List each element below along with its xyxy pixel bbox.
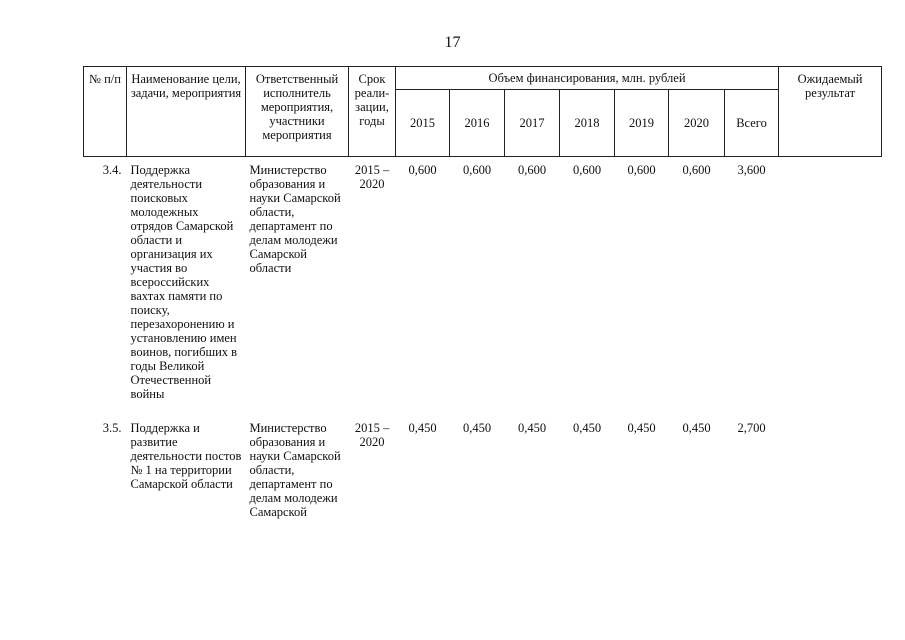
header-year-2018: 2018 (560, 90, 615, 157)
table-row (84, 157, 882, 416)
row-value-2015: 0,600 (408, 163, 437, 177)
header-year-2019: 2019 (615, 90, 669, 157)
row-value-2016: 0,450 (462, 421, 492, 435)
header-total: Всего (725, 90, 779, 157)
header-year-2015: 2015 (396, 90, 450, 157)
header-term: Срок реали-зации, годы (349, 67, 396, 157)
row-name: Поддержка и развитие деятельности постов № 1 на территории Самарской области (130, 421, 242, 491)
funding-table (83, 66, 882, 533)
row-value-2018: 0,600 (572, 163, 602, 177)
row-term: 2015 – 2020 (354, 421, 390, 449)
row-value-2020: 0,600 (682, 163, 711, 177)
row-value-2020: 0,450 (682, 421, 711, 435)
row-responsible: Министерство образования и науки Самарской области, департамент по делам молодежи Самарской (249, 421, 341, 519)
row-term: 2015 – 2020 (354, 163, 390, 191)
header-year-2020: 2020 (669, 90, 725, 157)
row-value-total: 2,700 (737, 421, 766, 435)
row-value-total: 3,600 (737, 163, 766, 177)
row-value-2019: 0,600 (627, 163, 656, 177)
row-result (779, 157, 882, 416)
table-row (84, 415, 882, 533)
row-value-2015: 0,450 (408, 421, 437, 435)
row-value-2018: 0,450 (572, 421, 602, 435)
row-responsible: Министерство образования и науки Самарской области, департамент по делам молодежи Самарской области (249, 163, 341, 275)
row-number: 3.4. (102, 163, 122, 177)
header-result: Ожидаемый результат (779, 67, 882, 157)
row-name: Поддержка деятельности поисковых молодежных отрядов Самарской области и организация их участия во всероссийских вахтах памяти по поиску, перезахоронению и установлению имен воинов, погибших в годы Великой Отечественной войны (130, 163, 238, 401)
header-responsible: Ответственный исполнитель мероприятия, участники мероприятия (246, 67, 349, 157)
page-number: 17 (444, 34, 461, 51)
header-year-2017: 2017 (505, 90, 560, 157)
row-value-2017: 0,600 (517, 163, 547, 177)
row-value-2017: 0,450 (517, 421, 547, 435)
header-year-2016: 2016 (450, 90, 505, 157)
header-num: № п/п (84, 67, 127, 157)
row-value-2019: 0,450 (627, 421, 656, 435)
row-value-2016: 0,600 (462, 163, 492, 177)
row-result (779, 415, 882, 533)
header-name: Наименование цели, задачи, мероприятия (127, 67, 246, 157)
header-funding-group: Объем финансирования, млн. рублей (396, 67, 779, 90)
row-number: 3.5. (102, 421, 122, 435)
table-header (84, 67, 882, 157)
